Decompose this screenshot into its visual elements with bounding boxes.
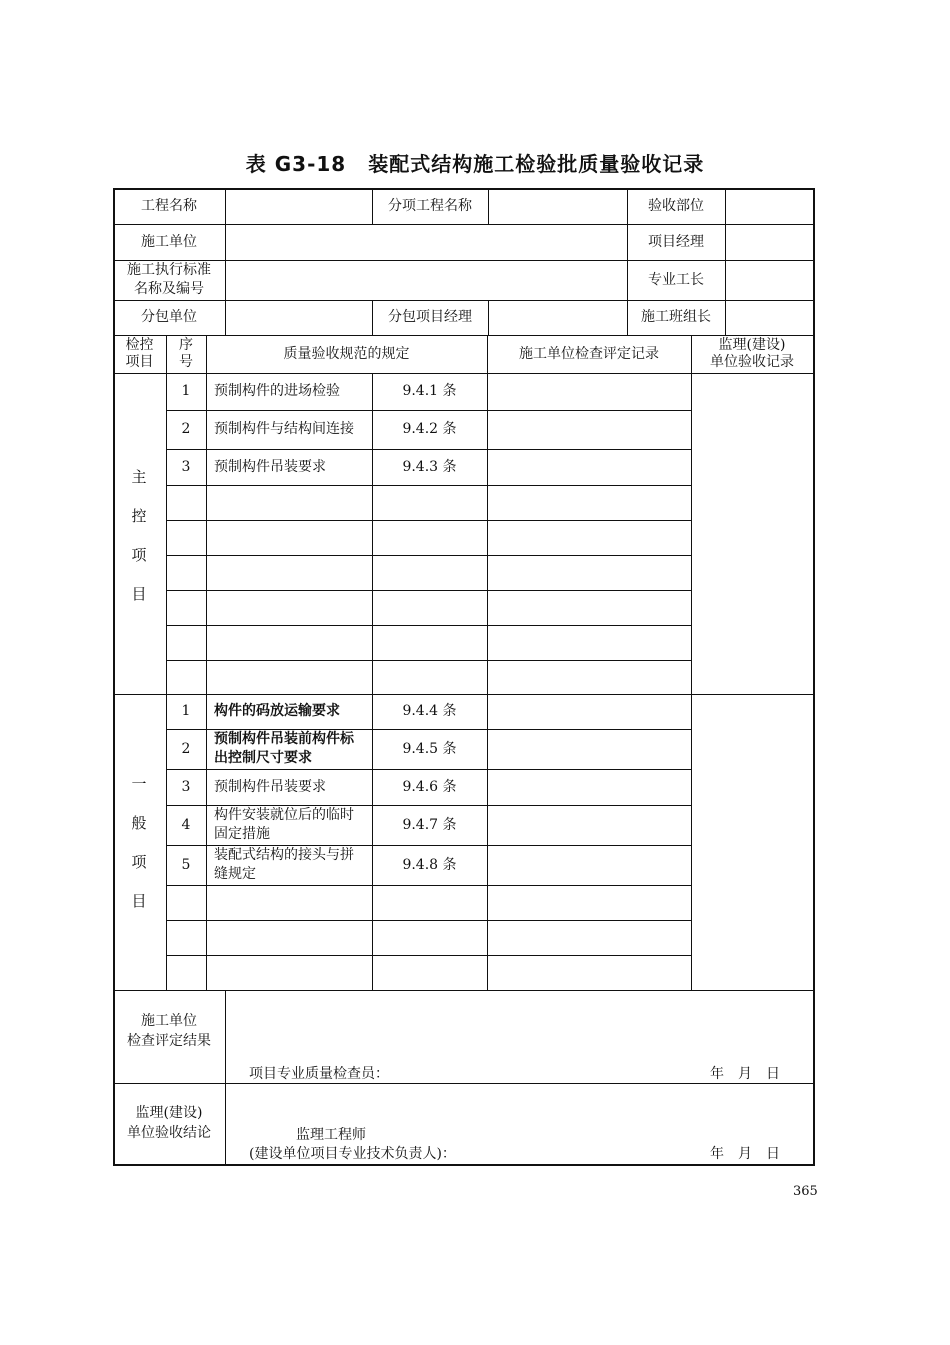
main-item-2-clause: 9.4.2 条 <box>402 421 457 437</box>
rule <box>488 300 489 335</box>
main-item-3-no: 3 <box>181 458 191 475</box>
standard-label <box>113 260 225 300</box>
general-item-4-clause: 9.4.7 条 <box>402 816 457 833</box>
supervision-record-header-line1: 监理(建设) <box>718 337 786 353</box>
supervision-conclusion-label <box>113 1098 225 1148</box>
general-item-5-text: 装配式结构的接头与拼缝规定 <box>214 847 354 882</box>
table-code: 表 G3-18 <box>245 152 347 176</box>
general-item-5-no: 5 <box>181 856 191 873</box>
standard-label-line1: 施工执行标准 <box>127 262 211 278</box>
seq-header-line1: 序 <box>179 337 193 353</box>
team-leader-label: 施工班组长 <box>641 309 711 325</box>
specialty-foreman-label: 专业工长 <box>648 271 704 288</box>
supervision-record-header-line2: 单位验收记录 <box>710 354 794 370</box>
border-bottom <box>113 1164 815 1166</box>
general-label-2: 般 <box>131 814 147 832</box>
main-item-3-clause: 9.4.3 条 <box>402 458 457 475</box>
page-number: 365 <box>793 1184 818 1199</box>
rule <box>487 335 488 990</box>
engineer-label-line2: (建设单位项目专业技术负责人)： <box>249 1145 456 1162</box>
page-title <box>0 148 950 177</box>
supervision-conclusion-label-line1: 监理(建设) <box>135 1105 203 1121</box>
general-item-2-clause: 9.4.5 条 <box>402 740 457 757</box>
rule <box>166 555 691 556</box>
control-item-header-line2: 项目 <box>125 354 154 370</box>
general-item-5-clause: 9.4.8 条 <box>402 856 457 873</box>
rule <box>166 920 691 921</box>
general-label-3: 项 <box>131 853 147 871</box>
general-item-3-clause: 9.4.6 条 <box>402 778 457 795</box>
rule <box>725 188 726 335</box>
main-control-label-4: 目 <box>131 585 147 603</box>
general-label-4: 目 <box>131 892 147 910</box>
general-label-1: 一 <box>131 775 147 793</box>
general-item-3-text: 预制构件吊装要求 <box>214 778 326 795</box>
supervision-conclusion-label-line2: 单位验收结论 <box>127 1125 211 1141</box>
main-item-2-text: 预制构件与结构间连接 <box>214 421 354 437</box>
rule <box>113 990 815 991</box>
supervision-record-header <box>691 335 813 373</box>
rule <box>166 485 691 486</box>
main-control-label-1: 主 <box>131 468 147 486</box>
rule <box>225 188 226 335</box>
construction-unit-label: 施工单位 <box>141 233 197 250</box>
subcontract-manager-label: 分包项目经理 <box>388 309 472 325</box>
main-item-3-text: 预制构件吊装要求 <box>214 458 326 475</box>
main-control-label-2: 控 <box>131 507 147 525</box>
seq-header <box>166 335 206 373</box>
main-item-2-no: 2 <box>181 421 191 437</box>
main-item-1-text: 预制构件的进场检验 <box>214 383 340 399</box>
general-item-4-no: 4 <box>181 816 191 833</box>
spec-header: 质量验收规范的规定 <box>283 345 410 362</box>
main-item-1-no: 1 <box>181 383 191 399</box>
main-control-label-3: 项 <box>131 546 147 564</box>
rule <box>166 590 691 591</box>
rule <box>166 520 691 521</box>
rule <box>166 955 691 956</box>
general-item-1-clause: 9.4.4 条 <box>402 703 457 719</box>
acceptance-part-label: 验收部位 <box>648 197 704 214</box>
rule <box>166 660 691 661</box>
unit-result-label-line2: 检查评定结果 <box>127 1033 211 1049</box>
unit-result-label-line1: 施工单位 <box>141 1013 197 1029</box>
rule <box>488 188 489 224</box>
date-2: 年 月 日 <box>710 1145 780 1162</box>
general-item-2-no: 2 <box>181 740 191 757</box>
rule <box>225 990 226 1164</box>
seq-header-line2: 号 <box>179 354 193 370</box>
general-item-2-text: 预制构件吊装前构件标出控制尺寸要求 <box>214 731 354 766</box>
standard-label-line2: 名称及编号 <box>134 281 204 297</box>
subcontract-unit-label: 分包单位 <box>141 309 197 325</box>
sub-project-name-label: 分项工程名称 <box>388 197 472 214</box>
control-item-header <box>113 335 166 373</box>
main-item-1-clause: 9.4.1 条 <box>402 383 457 399</box>
quality-inspector-label: 项目专业质量检查员： <box>249 1065 389 1082</box>
general-item-3-no: 3 <box>181 778 191 795</box>
general-item-1-no: 1 <box>181 703 191 719</box>
engineer-label: 监理工程师 <box>296 1126 366 1143</box>
project-manager-label: 项目经理 <box>648 233 704 250</box>
rule <box>166 625 691 626</box>
general-item-1-text: 构件的码放运输要求 <box>214 703 340 719</box>
project-name-label: 工程名称 <box>141 197 197 214</box>
rule <box>166 885 691 886</box>
rule <box>691 335 692 990</box>
unit-record-header: 施工单位检查评定记录 <box>519 345 659 362</box>
table-name: 装配式结构施工检验批质量验收记录 <box>368 152 705 176</box>
control-item-header-line1: 检控 <box>125 337 154 353</box>
general-item-4-text: 构件安装就位后的临时固定措施 <box>214 807 354 842</box>
date-1: 年 月 日 <box>710 1065 780 1082</box>
unit-result-label <box>113 1006 225 1056</box>
inspection-record-table <box>113 188 815 1166</box>
